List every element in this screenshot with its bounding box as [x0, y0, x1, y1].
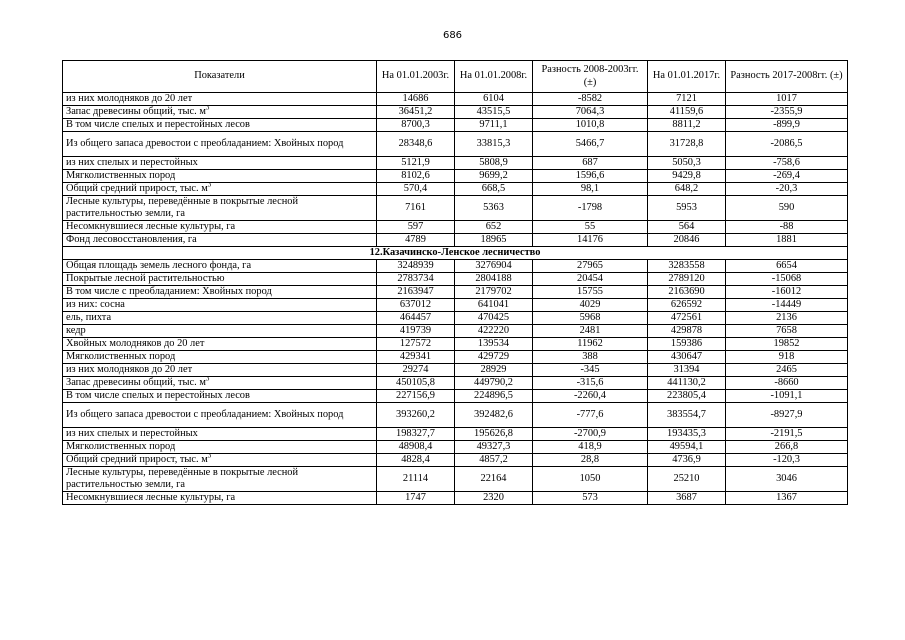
- row-label-text: кедр: [66, 325, 86, 336]
- table-row: [63, 196, 848, 221]
- cell-value: 2163690: [648, 286, 726, 299]
- table-header-row: [63, 61, 848, 93]
- cell-value: 3248939: [377, 260, 455, 273]
- cell-value: 195626,8: [455, 428, 533, 441]
- cell-value: 20454: [533, 273, 648, 286]
- cell-value: 28929: [455, 364, 533, 377]
- table-body: [63, 93, 848, 505]
- row-label: [63, 364, 377, 377]
- row-label-text: Фонд лесовосстановления, га: [66, 234, 197, 245]
- cell-value: 2481: [533, 325, 648, 338]
- cell-value: 7161: [377, 196, 455, 221]
- cell-value: 14686: [377, 93, 455, 106]
- table-row: [63, 106, 848, 119]
- cell-value: 418,9: [533, 441, 648, 454]
- cell-value: 1367: [726, 492, 848, 505]
- row-label: [63, 170, 377, 183]
- row-label: [63, 106, 377, 119]
- cell-value: 7064,3: [533, 106, 648, 119]
- table-row: [63, 441, 848, 454]
- table-row: [63, 338, 848, 351]
- table-row: [63, 119, 848, 132]
- row-label: [63, 312, 377, 325]
- row-label: [63, 351, 377, 364]
- cell-value: 9699,2: [455, 170, 533, 183]
- cell-value: -1798: [533, 196, 648, 221]
- cell-value: 5050,3: [648, 157, 726, 170]
- header-2003: На 01.01.2003г.: [377, 61, 455, 93]
- cell-value: -315,6: [533, 377, 648, 390]
- cell-value: 626592: [648, 299, 726, 312]
- cell-value: -2260,4: [533, 390, 648, 403]
- header-diff-2008-2003: Разность 2008-2003гг. (±): [533, 61, 648, 93]
- row-label: [63, 260, 377, 273]
- cell-value: 49327,3: [455, 441, 533, 454]
- cell-value: 15755: [533, 286, 648, 299]
- row-label: [63, 286, 377, 299]
- cell-value: 4828,4: [377, 454, 455, 467]
- cell-value: 464457: [377, 312, 455, 325]
- cell-value: 422220: [455, 325, 533, 338]
- cell-value: 2179702: [455, 286, 533, 299]
- cell-value: -899,9: [726, 119, 848, 132]
- cell-value: 193435,3: [648, 428, 726, 441]
- cell-value: 2136: [726, 312, 848, 325]
- cell-value: 590: [726, 196, 848, 221]
- cell-value: 31728,8: [648, 132, 726, 157]
- cell-value: 22164: [455, 467, 533, 492]
- cell-value: 4789: [377, 234, 455, 247]
- row-label-text: Несомкнувшиеся лесные культуры, га: [66, 492, 236, 503]
- cell-value: 98,1: [533, 183, 648, 196]
- cell-value: 383554,7: [648, 403, 726, 428]
- cell-value: 2804188: [455, 273, 533, 286]
- cell-value: 8102,6: [377, 170, 455, 183]
- cell-value: 392482,6: [455, 403, 533, 428]
- cell-value: 2783734: [377, 273, 455, 286]
- cell-value: 49594,1: [648, 441, 726, 454]
- table-row: [63, 351, 848, 364]
- cell-value: 5121,9: [377, 157, 455, 170]
- row-label: [63, 234, 377, 247]
- table-row: [63, 364, 848, 377]
- cell-value: 18965: [455, 234, 533, 247]
- cell-value: 5953: [648, 196, 726, 221]
- row-label-text: Общий средний прирост, тыс. м: [66, 183, 208, 194]
- cell-value: 430647: [648, 351, 726, 364]
- row-label: [63, 273, 377, 286]
- cell-value: 139534: [455, 338, 533, 351]
- cell-value: 48908,4: [377, 441, 455, 454]
- section-row: [63, 247, 848, 260]
- cell-value: 652: [455, 221, 533, 234]
- row-label: [63, 325, 377, 338]
- row-label: [63, 157, 377, 170]
- row-label-text: из них молодняков до 20 лет: [66, 93, 193, 104]
- cell-value: 6654: [726, 260, 848, 273]
- row-label: [63, 454, 377, 467]
- cell-value: 3687: [648, 492, 726, 505]
- row-label-text: из них молодняков до 20 лет: [66, 364, 193, 375]
- row-label: [63, 377, 377, 390]
- cell-value: -120,3: [726, 454, 848, 467]
- row-label: [63, 132, 377, 157]
- cell-value: 28,8: [533, 454, 648, 467]
- cell-value: 127572: [377, 338, 455, 351]
- row-label-text: В том числе спелых и перестойных лесов: [66, 119, 250, 130]
- cell-value: 449790,2: [455, 377, 533, 390]
- cell-value: 31394: [648, 364, 726, 377]
- row-label: [63, 338, 377, 351]
- row-label-text: Мягколиственных пород: [66, 441, 176, 452]
- header-indicators: Показатели: [63, 61, 377, 93]
- cell-value: 470425: [455, 312, 533, 325]
- row-label: [63, 441, 377, 454]
- cell-value: 1881: [726, 234, 848, 247]
- table-row: [63, 403, 848, 428]
- unit-superscript: 3: [207, 453, 212, 460]
- cell-value: 429878: [648, 325, 726, 338]
- row-label-text: ель, пихта: [66, 312, 112, 323]
- cell-value: 450105,8: [377, 377, 455, 390]
- cell-value: 5363: [455, 196, 533, 221]
- row-label-text: из них спелых и перестойных: [66, 428, 198, 439]
- row-label: [63, 390, 377, 403]
- cell-value: 198327,7: [377, 428, 455, 441]
- row-label: [63, 428, 377, 441]
- table-row: [63, 299, 848, 312]
- table-row: [63, 157, 848, 170]
- table-row: [63, 132, 848, 157]
- cell-value: -8660: [726, 377, 848, 390]
- cell-value: 1747: [377, 492, 455, 505]
- header-2008: На 01.01.2008г.: [455, 61, 533, 93]
- row-label-text: Запас древесины общий, тыс. м: [66, 106, 206, 117]
- header-diff-2017-2008: Разность 2017-2008гг. (±): [726, 61, 848, 93]
- cell-value: 5968: [533, 312, 648, 325]
- cell-value: 159386: [648, 338, 726, 351]
- cell-value: 2465: [726, 364, 848, 377]
- cell-value: 19852: [726, 338, 848, 351]
- cell-value: 441130,2: [648, 377, 726, 390]
- row-label-text: Из общего запаса древостои с преобладанием: Хвойных пород: [66, 409, 344, 420]
- cell-value: 3283558: [648, 260, 726, 273]
- table-row: [63, 260, 848, 273]
- cell-value: 1017: [726, 93, 848, 106]
- cell-value: 25210: [648, 467, 726, 492]
- table-row: [63, 234, 848, 247]
- cell-value: -345: [533, 364, 648, 377]
- cell-value: 393260,2: [377, 403, 455, 428]
- cell-value: -15068: [726, 273, 848, 286]
- table-row: [63, 273, 848, 286]
- cell-value: 14176: [533, 234, 648, 247]
- cell-value: -2700,9: [533, 428, 648, 441]
- forest-fund-table: [62, 60, 848, 505]
- cell-value: 55: [533, 221, 648, 234]
- cell-value: 570,4: [377, 183, 455, 196]
- table-row: [63, 170, 848, 183]
- cell-value: 27965: [533, 260, 648, 273]
- cell-value: 5808,9: [455, 157, 533, 170]
- cell-value: 3046: [726, 467, 848, 492]
- row-label: [63, 492, 377, 505]
- cell-value: 472561: [648, 312, 726, 325]
- row-label-text: В том числе с преобладанием: Хвойных пород: [66, 286, 272, 297]
- table-row: [63, 377, 848, 390]
- section-title: 12.Казачинско-Ленское лесничество: [63, 247, 848, 260]
- row-label-text: Покрытые лесной растительностью: [66, 273, 225, 284]
- cell-value: -269,4: [726, 170, 848, 183]
- row-label: [63, 119, 377, 132]
- cell-value: 1010,8: [533, 119, 648, 132]
- row-label-text: Общая площадь земель лесного фонда, га: [66, 260, 252, 271]
- table-row: [63, 467, 848, 492]
- unit-superscript: 3: [205, 376, 210, 383]
- row-label: [63, 403, 377, 428]
- cell-value: 637012: [377, 299, 455, 312]
- cell-value: 564: [648, 221, 726, 234]
- table-row: [63, 183, 848, 196]
- cell-value: 3276904: [455, 260, 533, 273]
- cell-value: -8582: [533, 93, 648, 106]
- row-label: [63, 93, 377, 106]
- row-label-text: В том числе спелых и перестойных лесов: [66, 390, 250, 401]
- cell-value: 11962: [533, 338, 648, 351]
- cell-value: 2789120: [648, 273, 726, 286]
- row-label-text: Общий средний прирост, тыс. м: [66, 454, 208, 465]
- cell-value: 223805,4: [648, 390, 726, 403]
- cell-value: 429341: [377, 351, 455, 364]
- cell-value: 429729: [455, 351, 533, 364]
- table-row: [63, 390, 848, 403]
- cell-value: 648,2: [648, 183, 726, 196]
- cell-value: 4736,9: [648, 454, 726, 467]
- cell-value: 641041: [455, 299, 533, 312]
- row-label-text: Мягколиственных пород: [66, 351, 176, 362]
- cell-value: 7658: [726, 325, 848, 338]
- row-label-text: Несомкнувшиеся лесные культуры, га: [66, 221, 236, 232]
- cell-value: 227156,9: [377, 390, 455, 403]
- row-label: [63, 299, 377, 312]
- row-label-text: из них: сосна: [66, 299, 125, 310]
- cell-value: 224896,5: [455, 390, 533, 403]
- cell-value: 9711,1: [455, 119, 533, 132]
- cell-value: 43515,5: [455, 106, 533, 119]
- cell-value: -777,6: [533, 403, 648, 428]
- cell-value: 5466,7: [533, 132, 648, 157]
- table-row: [63, 325, 848, 338]
- cell-value: 1050: [533, 467, 648, 492]
- row-label: [63, 221, 377, 234]
- cell-value: 419739: [377, 325, 455, 338]
- cell-value: 7121: [648, 93, 726, 106]
- cell-value: 8700,3: [377, 119, 455, 132]
- cell-value: 1596,6: [533, 170, 648, 183]
- cell-value: -88: [726, 221, 848, 234]
- cell-value: -8927,9: [726, 403, 848, 428]
- cell-value: 36451,2: [377, 106, 455, 119]
- cell-value: 2320: [455, 492, 533, 505]
- table-row: [63, 428, 848, 441]
- cell-value: 8811,2: [648, 119, 726, 132]
- cell-value: -20,3: [726, 183, 848, 196]
- table-row: [63, 93, 848, 106]
- header-2017: На 01.01.2017г.: [648, 61, 726, 93]
- cell-value: 33815,3: [455, 132, 533, 157]
- row-label-text: Запас древесины общий, тыс. м: [66, 377, 206, 388]
- row-label-text: Лесные культуры, переведённые в покрытые лесной растительностью земли, га: [66, 196, 299, 219]
- table-row: [63, 492, 848, 505]
- table-row: [63, 221, 848, 234]
- cell-value: 4857,2: [455, 454, 533, 467]
- cell-value: 9429,8: [648, 170, 726, 183]
- table-row: [63, 312, 848, 325]
- cell-value: 2163947: [377, 286, 455, 299]
- row-label: [63, 196, 377, 221]
- cell-value: -2355,9: [726, 106, 848, 119]
- cell-value: 6104: [455, 93, 533, 106]
- cell-value: -2086,5: [726, 132, 848, 157]
- row-label: [63, 183, 377, 196]
- row-label-text: из них спелых и перестойных: [66, 157, 198, 168]
- cell-value: 41159,6: [648, 106, 726, 119]
- cell-value: 266,8: [726, 441, 848, 454]
- row-label-text: Хвойных молодняков до 20 лет: [66, 338, 205, 349]
- cell-value: 20846: [648, 234, 726, 247]
- row-label-text: Мягколиственных пород: [66, 170, 176, 181]
- cell-value: -14449: [726, 299, 848, 312]
- page-number: 686: [442, 30, 463, 41]
- unit-superscript: 3: [205, 105, 210, 112]
- row-label-text: Из общего запаса древостои с преобладанием: Хвойных пород: [66, 138, 344, 149]
- cell-value: 29274: [377, 364, 455, 377]
- table-row: [63, 286, 848, 299]
- row-label: [63, 467, 377, 492]
- cell-value: 573: [533, 492, 648, 505]
- cell-value: -1091,1: [726, 390, 848, 403]
- unit-superscript: 3: [207, 182, 212, 189]
- table-row: [63, 454, 848, 467]
- row-label-text: Лесные культуры, переведённые в покрытые лесной растительностью земли, га: [66, 467, 299, 490]
- cell-value: 4029: [533, 299, 648, 312]
- cell-value: 597: [377, 221, 455, 234]
- cell-value: 388: [533, 351, 648, 364]
- cell-value: 668,5: [455, 183, 533, 196]
- cell-value: 21114: [377, 467, 455, 492]
- cell-value: 687: [533, 157, 648, 170]
- cell-value: 28348,6: [377, 132, 455, 157]
- cell-value: -16012: [726, 286, 848, 299]
- cell-value: -758,6: [726, 157, 848, 170]
- cell-value: -2191,5: [726, 428, 848, 441]
- cell-value: 918: [726, 351, 848, 364]
